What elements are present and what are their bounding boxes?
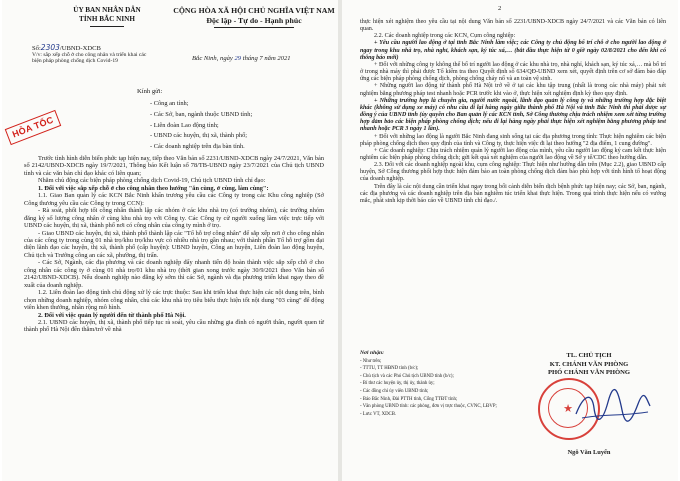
date-rest: tháng 7 năm 2021 (242, 55, 291, 62)
recipient-item: - Các doanh nghiệp trên địa bàn tỉnh. (150, 143, 245, 151)
recipients-block (360, 350, 510, 418)
paragraph: Trên đây là các nội dung cần triển khai ngay trong bối cảnh diễn biến dịch bệnh phức tạp hiện nay; các Sở, ban, ngành, các địa phương và các doanh nghiệp trên địa bàn nghiêm túc triển khai thực hiện. Trong quá trình thực hiện nếu có vướng mắc, phát sinh kịp thời báo cáo về UBND tỉnh chỉ đạo./. (360, 183, 666, 204)
paragraph: - Các Sở, Ngành, các địa phương và các doanh nghiệp đẩy nhanh tiến độ hoàn thành việc sắp xếp chỗ ở cho công nhân các công ty ở cùng 01 nhà trọ/01 khu nhà trọ (thời gian xong trước ngày 30/9/2021 theo Văn bản số 2142/UBND-XDCB). Nếu doanh nghiệp nào đăng ký sớm thì các Sở, ngành và địa phương triển khai ngay theo đề xuất của doanh nghiệp. (24, 259, 324, 289)
paragraph: 2.1. UBND các huyện, thị xã, thành phố tiếp tục rà soát, yêu cầu những gia đình có người thân, người quen từ thành phố Hà Nội đến thăm/trở về nhà (24, 318, 324, 334)
paragraph: + Đối với những công ty không thể bố trí người lao động ở các khu nhà trọ, nhà nghỉ, khách sạn, ký túc xá,… mà bố trí ở trong nhà máy thì phải được Tổ kiểm tra theo Quyết định số 634/QĐ-UBND xem xét, quyết định trên cơ sở đảm bảo đáp ứng các biện pháp phòng chống dịch, phòng chống cháy nổ và an toàn vệ sinh. (360, 61, 666, 83)
recipients-title: Nơi nhận: (360, 350, 384, 356)
paragraph: - Rà soát, phối hợp tối công nhân thành lập các nhóm ở các khu nhà trọ (có trường nhóm), các trường nhóm đăng ký số lượng công nhân ở cùng khu nhà trọ với Công ty. Các Công ty cử người xuống làm việc trực tiếp với UBND các huyện, thị xã, thành phố nơi có công nhân của công ty mình ở trọ. (24, 207, 324, 230)
nation-title: CỘNG HÒA XÃ HỘI CHỦ NGHĨA VIỆT NAM (173, 6, 335, 15)
body-text-page-1 (24, 155, 324, 334)
issuer-underline (90, 26, 124, 27)
ref-number-handwritten: 2303 (40, 43, 60, 52)
document-page-1 (2, 0, 338, 481)
section-heading: 1. Đối với việc sắp xếp chỗ ở cho công nhân theo hướng "ăn cùng, ở cùng, làm cùng": (38, 184, 269, 192)
document-subject: V/v: sắp xếp chỗ ở cho công nhân và triển khai các biện pháp phòng chống dịch Covid-19 (32, 52, 147, 65)
paragraph: 1.1. Giao Ban quản lý các KCN Bắc Ninh khẩn trương yêu cầu các Công ty trong các Khu công nghiệp (Sở Công thương yêu cầu các Công ty trong CCN): (24, 192, 324, 207)
date-day-handwritten: 29 (234, 55, 242, 62)
signer-name: Ngô Văn Luyến (567, 449, 611, 456)
motto: Độc lập - Tự do - Hạnh phúc (206, 16, 302, 25)
recipients-entry: - Bí thư các huyện ủy, thị ủy, thành ủy; (360, 381, 435, 387)
document-page-2 (342, 0, 678, 481)
recipient-item: - Liên đoàn Lao động tỉnh; (150, 121, 219, 129)
urgent-stamp: HỎA TỐC (5, 110, 62, 145)
recipients-entry: - Văn phòng UBND tỉnh: các phòng, đơn vị trực thuộc, CVNC, LĐVP; (360, 404, 497, 410)
paragraph: Trước tình hình diễn biến phức tạp hiện nay, tiếp theo Văn bản số 2231/UBND-XDCB ngày 24/7/2021, Văn bản số 2142/UBND-XDCB ngày 19/7/2021, Thông báo Kết luận số 78/TB-UBND ngày 23/7/2021 của Chủ tịch UBND tỉnh và các văn bản chỉ đạo khác có liên quan; (24, 155, 324, 177)
signature-title: TL. CHỦ TỊCH (566, 352, 612, 359)
paragraph: thực hiện xét nghiệm theo yêu cầu tại nội dung Văn bản số 2231/UBND-XDCB ngày 24/7/2021 và các Văn bản có liên quan. (360, 19, 666, 33)
paragraph: 2.2. Các doanh nghiệp trong các KCN, Cụm công nghiệp: (374, 33, 516, 40)
recipients-entry: - Các đồng chí ủy viên UBND tỉnh; (360, 388, 429, 394)
recipients-entry: - Lưu: VT, XDCB. (360, 411, 397, 417)
issuer-line-1: ỦY BAN NHÂN DÂN (73, 6, 141, 14)
national-header (170, 6, 338, 26)
paragraph: 2.3. Đối với các doanh nghiệp ngoài khu, cụm công nghiệp: Thực hiện như hướng dẫn trên (Mục 2.2), giao UBND cấp huyện, Sở Công thương phối hợp thực hiện đảm bảo an toàn phòng chống dịch đảm bảo phù hợp với tình hình tổ hoạt động của doanh nghiệp. (360, 162, 666, 183)
document-number (32, 43, 101, 52)
paragraph: - Giao UBND các huyện, thị xã, thành phố thành lập các "Tổ hỗ trợ công nhân" để sắp xếp nơi ở cho công nhân của các công ty trong cùng 01 nhà trọ/khu trọ/khu vực có nhiều nhà trọ gần nhau; với thành phần Tổ hỗ trợ gồm đại diện lãnh đạo các huyện, thị xã, thành phố (cấp huyện): UBND huyện, Công an huyện, Liên đoàn lao động huyện, Chủ tịch và Trưởng công an các xã, phường, thị trấn. (24, 229, 324, 259)
recipients-entry: - TTTU, TT HĐND tỉnh (b/c); (360, 366, 419, 372)
ref-suffix: /UBND-XDCB (59, 45, 101, 52)
paragraph-emphasis: + Những trường hợp là chuyên gia, người nước ngoài, lãnh đạo quản lý công ty và những trường hợp đặc biệt khác (không sử dụng xe máy) có nhu cầu đi lại hàng ngày giữa thành phố Hà Nội và tỉnh Bắc Ninh thì phải được sự đồng ý của UBND tỉnh (ủy quyền cho Ban quản lý các KCN tỉnh, Sở Công thương chịu trách nhiệm xem xét từng trường hợp đảm bảo các biện pháp phòng chống dịch; nếu đi lại hàng ngày phải thực hiện xét nghiệm bằng phương pháp test nhanh hoặc PCR 3 ngày 1 lần). (360, 97, 666, 133)
recipients-entry: - Chủ tịch và các Phó Chủ tịch UBND tỉnh (b/c); (360, 373, 454, 379)
motto-underline (214, 27, 294, 28)
date-place: Bắc Ninh, ngày (192, 55, 233, 62)
recipients-entry: - Như trên; (360, 358, 382, 364)
recipients-entry: - Báo Bắc Ninh, Đài PTTH tỉnh, Cổng TTĐT tỉnh; (360, 396, 458, 402)
paragraph: + Các doanh nghiệp: Chịu trách nhiệm quản lý người lao động của mình, yêu cầu người lao động ký cam kết thực hiện nghiêm các biện pháp phòng chống dịch; gửi kết quả xét nghiệm của người lao động về Sở y tế/CDC theo hướng dẫn. (360, 147, 666, 161)
paragraph: Nhằm chủ động các biện pháp phòng chống dịch Covid-19, Chủ tịch UBND tỉnh chỉ đạo: (38, 177, 266, 185)
section-heading: 2. Đối với việc quản lý người đến từ thành phố Hà Nội. (38, 311, 186, 319)
seal-star-icon: ★ (563, 403, 573, 415)
date-line (192, 55, 291, 62)
issuer-header (42, 6, 172, 24)
recipient-list (150, 99, 252, 153)
recipient-item: - Các Sở, ban, ngành thuộc UBND tỉnh; (150, 110, 253, 118)
paragraph: + Đối với những lao động là người Bắc Ninh đang sinh sống tại các địa phương trong tỉnh: Thực hiện nghiêm các biện pháp phòng chống dịch theo quy định của tỉnh và Công ty, thực hiện việc đi lại theo hướng "2 địa điểm, 1 cung đường". (360, 133, 666, 147)
paragraph: 1.2. Liên đoàn lao động tỉnh chủ động xử lý các trực thuộc: Sau khi triển khai thực hiện các nội dung trên, bình chọn những doanh nghiệp, nhóm công nhân, chủ các khu nhà trọ tiêu biểu thực hiện tốt nội dung "03 cùng" để động viên khen thưởng, nhân rộng mô hình. (24, 289, 324, 312)
recipient-item: - UBND các huyện, thị xã, thành phố; (150, 132, 248, 140)
recipient-item: - Công an tỉnh; (150, 100, 189, 107)
paragraph: + Những người lao động từ thành phố Hà Nội trở về ở tại các khu tập trung (nhất là trong các nhà máy) phải xét nghiệm bằng phương pháp test nhanh hoặc PCR trước khi vào ở, thực hiện xét nghiệm định kỳ theo quy định. (360, 83, 666, 97)
signature-block (508, 352, 670, 378)
issuer-line-2: TỈNH BẮC NINH (79, 15, 135, 23)
paragraph-emphasis: + Yêu cầu người lao động ở tại tỉnh Bắc Ninh làm việc; các Công ty chủ động bố trí chỗ ở cho người lao động ở ngay trong khu nhà trọ, nhà nghỉ, khách sạn, ký túc xá,… (bắt đầu thực hiện từ 0 giờ ngày 02/8/2021 cho đến khi có thông báo mới) (360, 40, 666, 61)
page-number: 2 (498, 5, 502, 12)
body-text-page-2 (360, 19, 666, 205)
handwritten-signature (572, 384, 652, 428)
signature-title: KT. CHÁNH VĂN PHÒNG (549, 360, 629, 368)
greeting: Kính gửi: (137, 88, 163, 95)
ref-prefix: Số: (32, 45, 41, 52)
signature-title: PHÓ CHÁNH VĂN PHÒNG (547, 369, 631, 377)
